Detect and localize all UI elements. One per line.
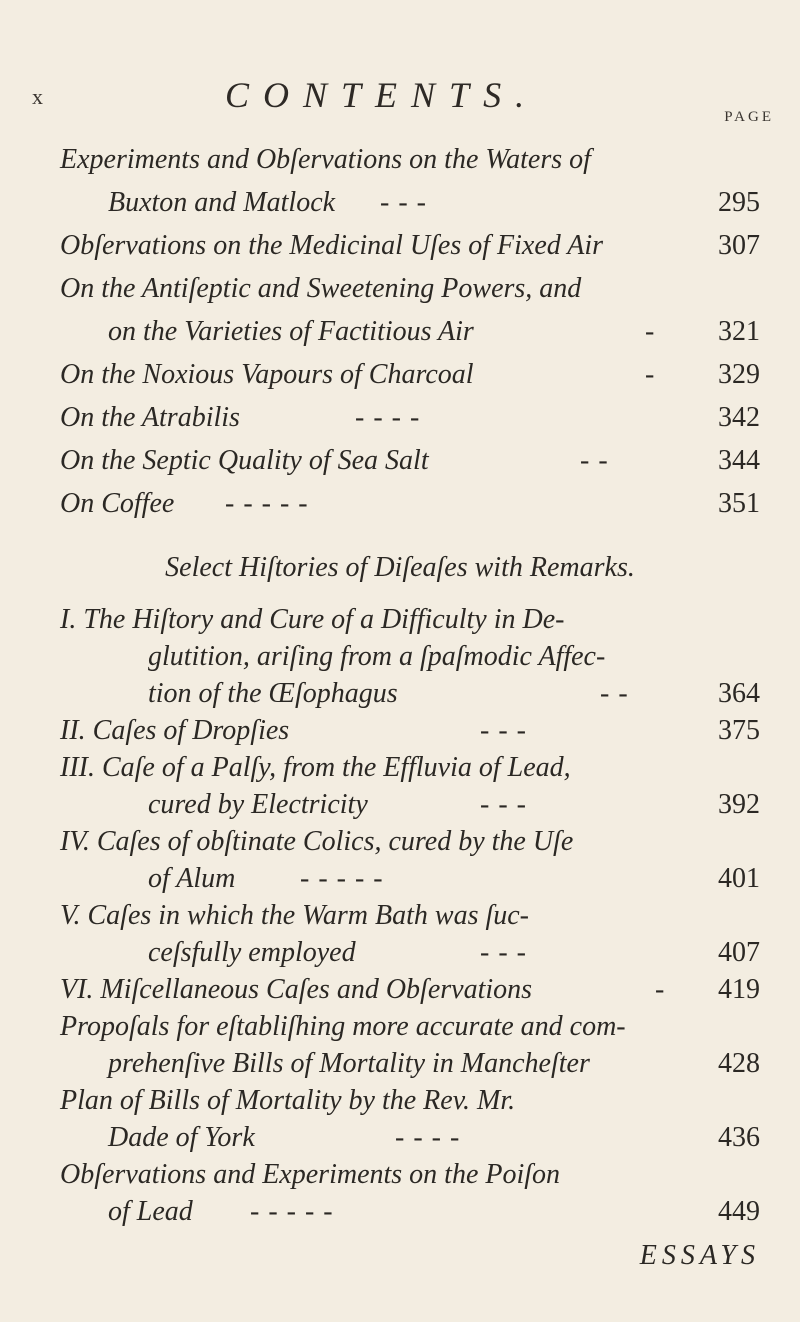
list-item [0,140,800,184]
entry-title: Dade of York [108,1122,255,1153]
entry-page: 392 [718,789,760,820]
catchword: ESSAYS [639,1240,760,1271]
entry-title: cured by Electricity [148,789,368,820]
page-header [0,74,800,114]
entry-page: 407 [718,937,760,968]
entry-leader: - - - [480,715,527,746]
entry-title: On Coffee [60,488,175,519]
list-item [0,1192,800,1236]
entry-leader: - - - - [395,1122,461,1153]
entry-page: 307 [718,230,760,261]
entry-title: Buxton and Matlock [108,187,336,218]
entry-title: Propoſals for eſtabliſhing more accurate and com- [60,1011,626,1042]
list-item [0,312,800,356]
list-item [0,484,800,528]
entry-title: On the Antiſeptic and Sweetening Powers, and [60,273,582,304]
entry-title: Obſervations on the Medicinal Uſes of Fixed Air [60,230,604,261]
page-column-label: PAGE [724,109,774,125]
entry-title: tion of the Œſophagus [148,678,398,709]
entry-title: I. The Hiſtory and Cure of a Difficulty in De- [60,604,565,635]
entry-leader: - - - - - [300,863,384,894]
entry-leader: - - - - [355,402,421,433]
entry-title: of Lead [108,1196,193,1227]
entry-title: Experiments and Obſervations on the Waters of [60,144,591,175]
section-heading: Select Hiſtories of Diſeaſes with Remarks. [165,552,635,583]
entry-title: On the Noxious Vapours of Charcoal [60,359,474,390]
entry-title: prehenſive Bills of Mortality in Mancheſter [108,1048,590,1079]
entry-page: 342 [718,402,760,433]
entry-page: 329 [718,359,760,390]
entry-title: On the Septic Quality of Sea Salt [60,445,429,476]
entry-page: 375 [718,715,760,746]
entry-title: IV. Caſes of obſtinate Colics, cured by the Uſe [60,826,574,857]
entry-leader: - - - [380,187,427,218]
list-item [0,398,800,442]
entry-page: 428 [718,1048,760,1079]
entry-page: 401 [718,863,760,894]
entry-title: On the Atrabilis [60,402,240,433]
entry-title: ceſsfully employed [148,937,356,968]
entry-title: II. Caſes of Dropſies [60,715,290,746]
entry-leader: - - - - - [250,1196,334,1227]
entry-title: glutition, ariſing from a ſpaſmodic Affec- [148,641,606,672]
entry-page: 449 [718,1196,760,1227]
list-item [0,226,800,270]
entry-page: 351 [718,488,760,519]
running-title: CONTENTS. [225,75,539,115]
entry-leader: - - [580,445,609,476]
entry-page: 295 [718,187,760,218]
list-item [0,183,800,227]
entry-leader: - [645,359,656,390]
entry-page: 364 [718,678,760,709]
entry-leader: - [655,974,666,1005]
entry-leader: - [645,316,656,347]
entry-leader: - - - [480,789,527,820]
list-item [0,269,800,313]
entry-title: on the Varieties of Factitious Air [108,316,474,347]
list-item [0,441,800,485]
entry-page: 436 [718,1122,760,1153]
list-item [0,355,800,399]
entry-leader: - - - [480,937,527,968]
entry-page: 321 [718,316,760,347]
entry-page: 419 [718,974,760,1005]
entry-title: V. Caſes in which the Warm Bath was ſuc- [60,900,529,931]
entry-leader: - - - - - [225,488,309,519]
entry-page: 344 [718,445,760,476]
entry-leader: - - [600,678,629,709]
entry-title: VI. Miſcellaneous Caſes and Obſervations [60,974,533,1005]
folio-number: x [32,84,43,109]
entry-title: Obſervations and Experiments on the Poiſon [60,1159,561,1190]
entry-title: Plan of Bills of Mortality by the Rev. Mr. [60,1085,516,1116]
entry-title: of Alum [148,863,236,894]
entry-title: III. Caſe of a Palſy, from the Effluvia of Lead, [60,752,571,783]
